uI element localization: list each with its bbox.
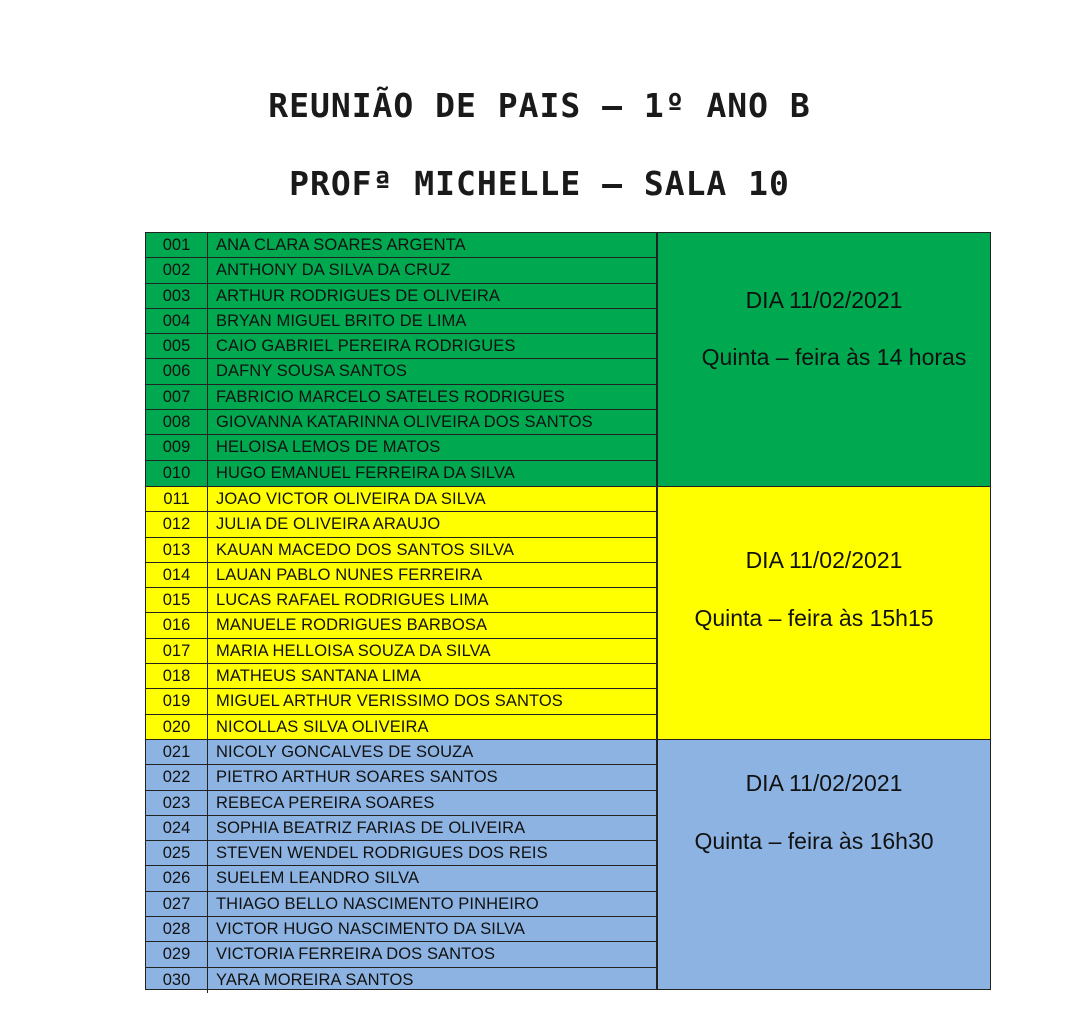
student-name: MATHEUS SANTANA LIMA — [216, 667, 421, 686]
student-number: 021 — [146, 740, 208, 764]
table-row — [146, 689, 656, 714]
student-number: 001 — [146, 233, 208, 257]
student-name: HUGO EMANUEL FERREIRA DA SILVA — [216, 463, 515, 482]
table-row — [146, 435, 656, 460]
student-name: JULIA DE OLIVEIRA ARAUJO — [216, 515, 441, 534]
student-name: BRYAN MIGUEL BRITO DE LIMA — [216, 311, 467, 330]
student-name: MIGUEL ARTHUR VERISSIMO DOS SANTOS — [216, 692, 563, 711]
table-row — [146, 968, 656, 993]
student-number: 005 — [146, 334, 208, 358]
table-row — [146, 385, 656, 410]
group-blue — [146, 739, 990, 989]
student-name: FABRICIO MARCELO SATELES RODRIGUES — [216, 387, 565, 406]
student-name: YARA MOREIRA SANTOS — [216, 970, 414, 989]
student-name: STEVEN WENDEL RODRIGUES DOS REIS — [216, 844, 548, 863]
student-number: 015 — [146, 588, 208, 612]
table-row — [146, 664, 656, 689]
student-name: MARIA HELLOISA SOUZA DA SILVA — [216, 641, 491, 660]
table-row — [146, 461, 656, 486]
student-list — [146, 233, 657, 486]
student-name: NICOLLAS SILVA OLIVEIRA — [216, 717, 429, 736]
student-number: 012 — [146, 512, 208, 536]
meeting-date: DIA 11/02/2021 — [745, 287, 903, 313]
table-row — [146, 487, 656, 512]
student-number: 018 — [146, 664, 208, 688]
schedule-cell — [657, 487, 990, 739]
student-number: 003 — [146, 284, 208, 308]
student-name: THIAGO BELLO NASCIMENTO PINHEIRO — [216, 894, 539, 913]
student-name: KAUAN MACEDO DOS SANTOS SILVA — [216, 540, 515, 559]
student-number: 027 — [146, 892, 208, 916]
student-number: 017 — [146, 639, 208, 663]
student-number: 014 — [146, 563, 208, 587]
student-name: DAFNY SOUSA SANTOS — [216, 362, 407, 381]
table-row — [146, 942, 656, 967]
student-name: SUELEM LEANDRO SILVA — [216, 869, 420, 888]
table-row — [146, 512, 656, 537]
student-number: 002 — [146, 258, 208, 282]
table-row — [146, 258, 656, 283]
student-number: 009 — [146, 435, 208, 459]
schedule-table — [145, 232, 991, 990]
student-name: ANA CLARA SOARES ARGENTA — [216, 236, 466, 254]
student-name: REBECA PEREIRA SOARES — [216, 793, 435, 812]
table-row — [146, 791, 656, 816]
table-row — [146, 740, 656, 765]
student-number: 016 — [146, 613, 208, 637]
student-name: HELOISA LEMOS DE MATOS — [216, 438, 441, 457]
meeting-time: Quinta – feira às 15h15 — [694, 605, 934, 631]
table-row — [146, 917, 656, 942]
table-row — [146, 588, 656, 613]
table-row — [146, 715, 656, 740]
table-row — [146, 309, 656, 334]
student-number: 029 — [146, 942, 208, 966]
schedule-cell — [657, 740, 990, 989]
student-name: LUCAS RAFAEL RODRIGUES LIMA — [216, 591, 489, 610]
table-row — [146, 639, 656, 664]
student-name: SOPHIA BEATRIZ FARIAS DE OLIVEIRA — [216, 818, 526, 837]
student-number: 028 — [146, 917, 208, 941]
student-number: 020 — [146, 715, 208, 740]
schedule-cell — [657, 233, 990, 486]
student-number: 023 — [146, 791, 208, 815]
table-row — [146, 563, 656, 588]
student-number: 025 — [146, 841, 208, 865]
table-row — [146, 613, 656, 638]
table-row — [146, 538, 656, 563]
student-number: 004 — [146, 309, 208, 333]
student-name: VICTORIA FERREIRA DOS SANTOS — [216, 945, 496, 964]
table-row — [146, 765, 656, 790]
table-row — [146, 892, 656, 917]
student-number: 013 — [146, 538, 208, 562]
group-green — [146, 233, 990, 486]
student-name: CAIO GABRIEL PEREIRA RODRIGUES — [216, 337, 516, 356]
student-name: JOAO VICTOR OLIVEIRA DA SILVA — [216, 490, 486, 508]
table-row — [146, 284, 656, 309]
student-number: 024 — [146, 816, 208, 840]
student-list — [146, 740, 657, 989]
student-number: 008 — [146, 410, 208, 434]
meeting-time: Quinta – feira às 16h30 — [694, 828, 934, 854]
table-row — [146, 410, 656, 435]
student-number: 007 — [146, 385, 208, 409]
group-yellow — [146, 486, 990, 739]
student-name: NICOLY GONCALVES DE SOUZA — [216, 743, 474, 761]
table-row — [146, 359, 656, 384]
student-number: 022 — [146, 765, 208, 789]
student-name: GIOVANNA KATARINNA OLIVEIRA DOS SANTOS — [216, 413, 593, 432]
meeting-time: Quinta – feira às 14 horas — [701, 344, 967, 370]
student-number: 010 — [146, 461, 208, 486]
student-number: 030 — [146, 968, 208, 993]
table-row — [146, 233, 656, 258]
table-row — [146, 866, 656, 891]
page-subtitle: PROFª MICHELLE – SALA 10 — [289, 164, 790, 203]
student-name: PIETRO ARTHUR SOARES SANTOS — [216, 768, 498, 787]
student-number: 011 — [146, 487, 208, 511]
table-row — [146, 816, 656, 841]
meeting-date: DIA 11/02/2021 — [745, 547, 903, 573]
student-list — [146, 487, 657, 739]
page-title: REUNIÃO DE PAIS – 1º ANO B — [268, 86, 811, 125]
student-name: ANTHONY DA SILVA DA CRUZ — [216, 261, 451, 280]
table-row — [146, 841, 656, 866]
student-number: 026 — [146, 866, 208, 890]
student-name: VICTOR HUGO NASCIMENTO DA SILVA — [216, 920, 526, 939]
student-number: 006 — [146, 359, 208, 383]
student-name: LAUAN PABLO NUNES FERREIRA — [216, 565, 483, 584]
student-name: ARTHUR RODRIGUES DE OLIVEIRA — [216, 286, 500, 305]
meeting-date: DIA 11/02/2021 — [745, 770, 903, 796]
student-name: MANUELE RODRIGUES BARBOSA — [216, 616, 488, 635]
table-row — [146, 334, 656, 359]
student-number: 019 — [146, 689, 208, 713]
